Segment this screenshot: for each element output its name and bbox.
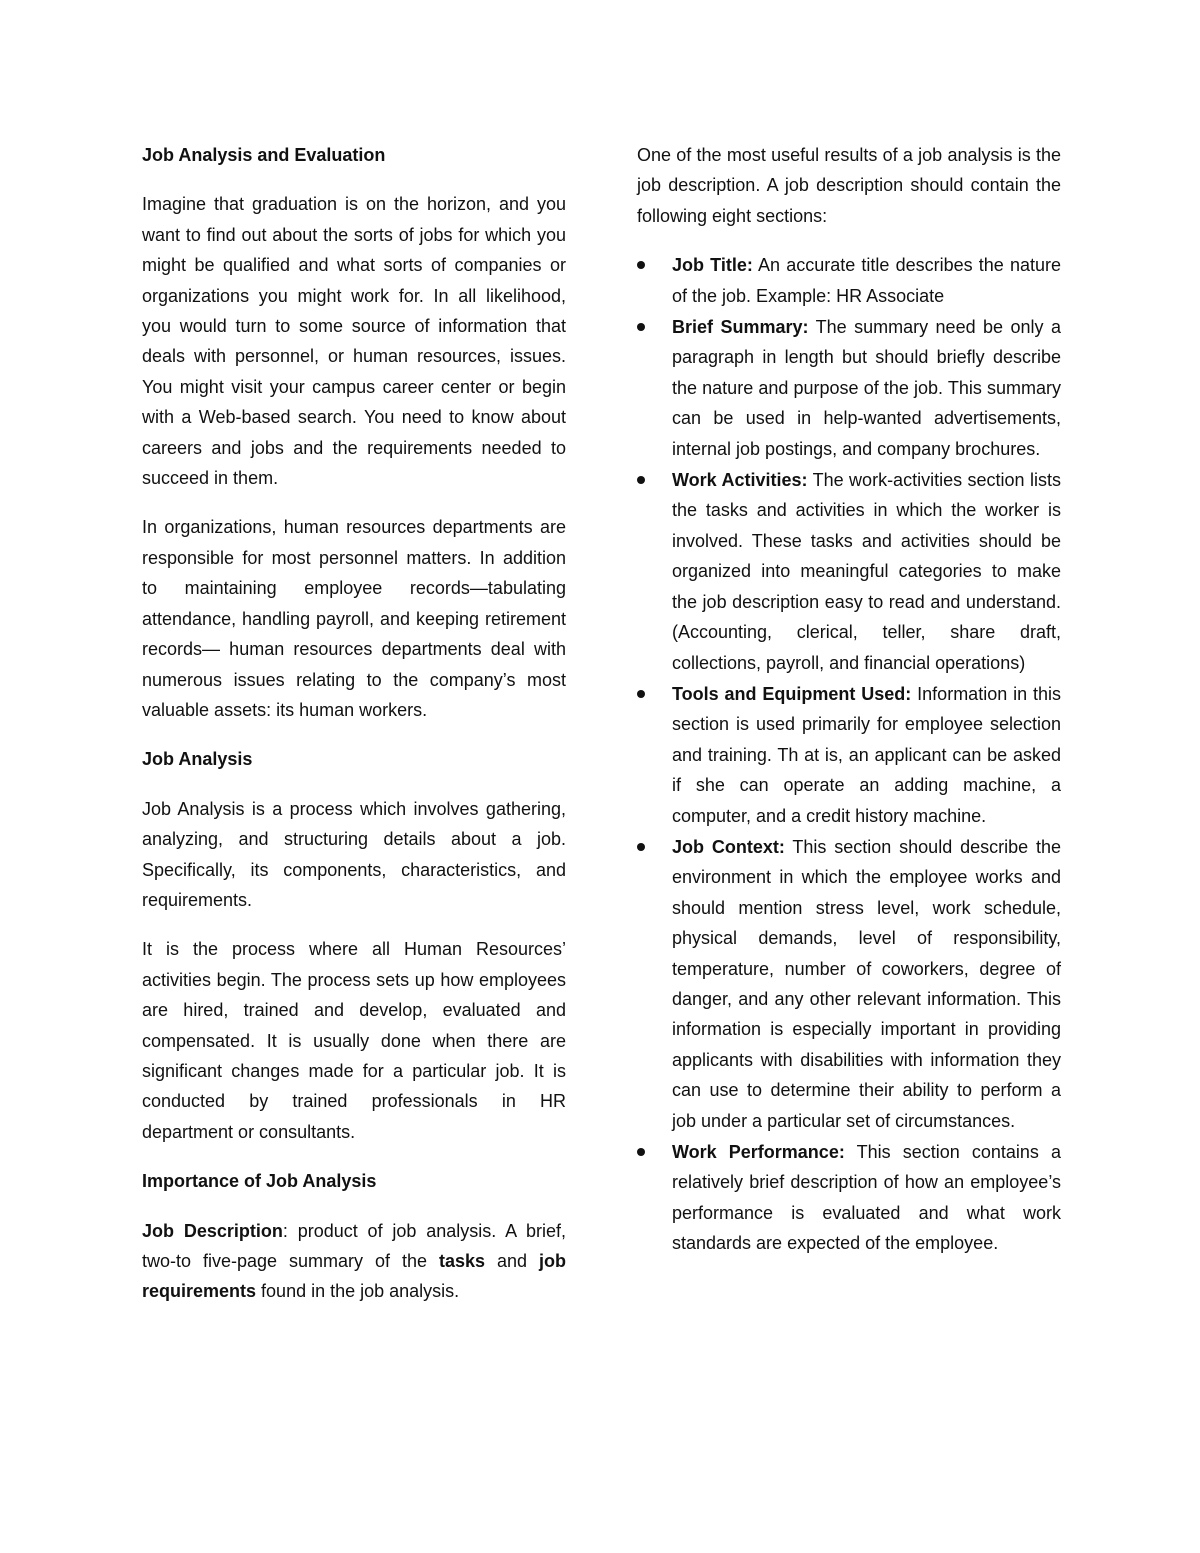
section-text: This section should describe the environment in which the employee works and should mention stress level, work schedule, physical demands, level of responsibility, temperature, number of coworkers, degree of danger, and any other relevant information. This information is especially important in providing applicants with disabilities with information they can use to determine their ability to perform a job under a particular set of circumstances. (672, 836, 1061, 1131)
left-column (142, 140, 566, 1326)
bullet-icon (637, 1148, 645, 1156)
right-column (637, 140, 1061, 1260)
job-description-text-3: found in the job analysis. (256, 1281, 460, 1302)
job-analysis-definition: Job Analysis is a process which involves gathering, analyzing, and structuring details about a job. Specifically, its components, characteristics, and requirements. (142, 798, 566, 910)
section-label: Work Activities: (672, 470, 808, 491)
list-item (637, 832, 1061, 1136)
section-label: Job Title: (672, 255, 753, 276)
right-intro-paragraph: One of the most useful results of a job analysis is the job description. A job description should contain the following eight sections: (637, 145, 1061, 226)
bullet-icon (637, 261, 645, 269)
job-description-sections-list (637, 250, 1061, 1258)
section-text: Information in this section is used primarily for employee selection and training. Th at is, an applicant can be asked if she can operate an adding machine, a computer, and a credit history machine. (672, 683, 1061, 826)
job-analysis-heading: Job Analysis (142, 749, 253, 770)
document-title: Job Analysis and Evaluation (142, 145, 386, 165)
importance-heading: Importance of Job Analysis (142, 1171, 377, 1192)
hr-departments-paragraph: In organizations, human resources departments are responsible for most personnel matters. In addition to maintaining employee records—tabulating attendance, handling payroll, and keeping retirement records— human resources departments deal with numerous issues relating to the company’s most valuable assets: its human workers. (142, 517, 566, 720)
section-label: Brief Summary: (672, 317, 809, 338)
list-item (637, 1137, 1061, 1259)
section-label: Job Context: (672, 836, 785, 857)
list-item (637, 250, 1061, 311)
bullet-icon (637, 690, 645, 698)
job-description-paragraph (142, 1216, 566, 1307)
section-text: This section contains a relatively brief description of how an employee’s performance is evaluated and what work standards are expected of the employee. (672, 1142, 1061, 1254)
section-text: The work-activities section lists the tasks and activities in which the worker is involved. These tasks and activities should be organized into meaningful categories to make the job description easy to read and understand. (Accounting, clerical, teller, share draft, collections, payroll, and financial operations) (672, 470, 1061, 673)
bullet-icon (637, 843, 645, 851)
job-description-text-1: : product of job analysis. A brief, two-to five-page summary of the (142, 1220, 566, 1271)
bullet-icon (637, 476, 645, 484)
job-description-text-2: and (485, 1251, 539, 1271)
section-text: The summary need be only a paragraph in length but should briefly describe the nature and purpose of the job. This summary can be used in help-wanted advertisements, internal job postings, and company brochures. (672, 317, 1062, 459)
list-item (637, 312, 1061, 464)
job-description-bold-requirements: job requirements (142, 1251, 566, 1302)
job-description-bold-tasks: tasks (438, 1251, 486, 1271)
list-item (637, 465, 1061, 678)
bullet-icon (637, 323, 645, 331)
intro-paragraph: Imagine that graduation is on the horizon, and you want to find out about the sorts of jobs for which you might be qualified and what sorts of companies or organizations you might work for. In all likelihood, you would turn to some source of information that deals with personnel, or human resources, issues. You might visit your campus career center or begin with a Web-based search. You need to know about careers and jobs and the requirements needed to succeed in them. (142, 194, 566, 489)
job-description-label: Job Description (142, 1220, 283, 1241)
section-label: Work Performance: (672, 1142, 845, 1162)
section-label: Tools and Equipment Used: (672, 683, 912, 704)
section-text: An accurate title describes the nature of the job. Example: HR Associate (672, 255, 1061, 306)
job-analysis-process-paragraph: It is the process where all Human Resources’ activities begin. The process sets up how employees are hired, trained and develop, evaluated and compensated. It is usually done when there are significant changes made for a particular job. It is conducted by trained professionals in HR department or consultants. (142, 939, 566, 1142)
list-item (637, 679, 1061, 831)
